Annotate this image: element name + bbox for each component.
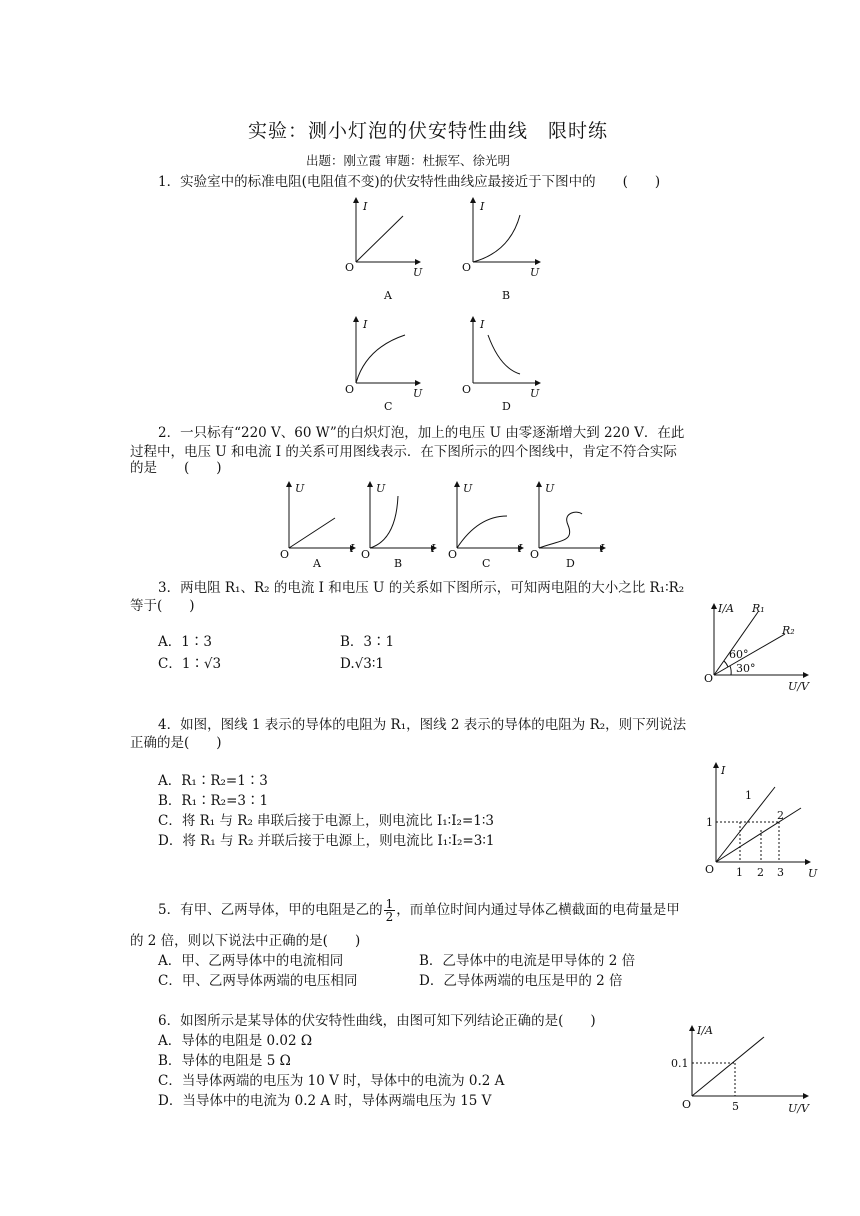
q4-axis-x-label: U [808, 867, 818, 880]
q1-c-axis-y-label: I [363, 318, 368, 331]
q2-c-axis-y-label: U [463, 482, 473, 495]
q6-iv-line [692, 1037, 764, 1096]
q3-r1-label: R₁ [752, 602, 765, 615]
authors-line: 出题：刚立霞 审题：杜振军、徐光明 [306, 153, 510, 168]
q6-option-c: C．当导体两端的电压为 10 V 时，导体中的电流为 0.2 A [158, 1073, 505, 1089]
q5-frac-den: 2 [385, 910, 394, 924]
q3-origin: O [704, 672, 714, 685]
q2-d-axis-y-label: U [545, 482, 555, 495]
q2-line3: 的是 ( ) [130, 460, 222, 476]
q3-angle-30: 30° [736, 662, 756, 675]
q5-option-b: B．乙导体中的电流是甲导体的 2 倍 [419, 953, 636, 969]
q2-line1: 2．一只标有“220 V、60 W”的白炽灯泡，加上的电压 U 由零逐渐增大到 220 V．在此 [158, 425, 685, 441]
q4-x-tick-3: 3 [777, 866, 784, 879]
q2-label-d: D [566, 557, 575, 570]
q1-b-axis-x-label: U [530, 266, 540, 279]
q1-a-axis-y-label: I [363, 200, 368, 213]
q2-a-axis-x-label: I [350, 542, 355, 555]
q2-label-c: C [482, 557, 491, 570]
q3-line2: 等于( ) [130, 598, 195, 614]
q1-d-axis-y-label: I [480, 318, 485, 331]
q2-a-axis-y-label: U [295, 482, 305, 495]
q1-c-axis-x-label: U [413, 387, 423, 400]
q4-axis-y-label: I [721, 764, 726, 777]
q2-c-origin: O [448, 548, 458, 561]
q2-d-origin: O [530, 548, 540, 561]
q6-y-tick: 0.1 [671, 1057, 689, 1070]
q3-option-a: A．1∶3 [158, 634, 212, 650]
q4-origin: O [705, 863, 715, 876]
q1-label-b: B [502, 289, 511, 302]
q1-label-d: D [502, 400, 511, 413]
q4-x-tick-1: 1 [736, 866, 743, 879]
q3-axis-x-label: U/V [788, 680, 809, 693]
q6-option-a: A．导体的电阻是 0.02 Ω [158, 1033, 313, 1049]
q4-line2: 正确的是( ) [130, 735, 222, 751]
q5-line2: 的 2 倍，则以下说法中正确的是( ) [130, 933, 361, 949]
q6-line1: 6．如图所示是某导体的伏安特性曲线，由图可知下列结论正确的是( ) [158, 1013, 596, 1029]
page-title: 实验：测小灯泡的伏安特性曲线 限时练 [248, 120, 609, 142]
q1-label-c: C [384, 400, 393, 413]
q5-line1-post: ，而单位时间内通过导体乙横截面的电荷量是甲 [396, 902, 680, 918]
q1-a-origin: O [345, 261, 355, 274]
q3-angle-60: 60° [729, 648, 749, 661]
q2-label-b: B [394, 557, 403, 570]
q3-axis-y-label: I/A [718, 602, 734, 615]
q6-option-d: D．当导体中的电流为 0.2 A 时，导体两端电压为 15 V [158, 1093, 492, 1109]
q1-text: 1．实验室中的标准电阻(电阻值不变)的伏安特性曲线应最接近于下图中的 ( ) [158, 174, 661, 190]
q2-b-axis-y-label: U [376, 482, 386, 495]
q3-line1: 3．两电阻 R₁、R₂ 的电流 I 和电压 U 的关系如下图所示，可知两电阻的大小之比 R₁∶R₂ [158, 580, 685, 596]
q5-option-a: A．甲、乙两导体中的电流相同 [158, 953, 344, 969]
q5-frac-num: 1 [385, 897, 394, 911]
q4-option-b: B．R₁∶R₂=3∶1 [158, 793, 269, 809]
q2-b-origin: O [361, 548, 371, 561]
q5-line1-pre: 5．有甲、乙两导体，甲的电阻是乙的 [158, 902, 383, 918]
q4-line1-label: 1 [745, 789, 752, 802]
q2-b-axis-x-label: I [431, 542, 436, 555]
q4-y-tick-1: 1 [706, 816, 713, 829]
q5-option-d: D．乙导体两端的电压是甲的 2 倍 [419, 973, 623, 989]
q4-option-d: D．将 R₁ 与 R₂ 并联后接于电源上，则电流比 I₁∶I₂=3∶1 [158, 833, 495, 849]
q2-label-a: A [313, 557, 321, 570]
q1-a-axis-x-label: U [413, 266, 423, 279]
q1-b-axis-y-label: I [480, 200, 485, 213]
q1-d-origin: O [462, 383, 472, 396]
q4-x-tick-2: 2 [757, 866, 764, 879]
q1-c-origin: O [345, 383, 355, 396]
q1-label-a: A [384, 289, 392, 302]
q2-d-axis-x-label: I [600, 542, 605, 555]
q2-c-axis-x-label: I [518, 542, 523, 555]
q5-option-c: C．甲、乙两导体两端的电压相同 [158, 973, 358, 989]
q4-option-a: A．R₁∶R₂=1∶3 [158, 773, 268, 789]
q3-option-d: D.√3∶1 [340, 656, 384, 672]
q6-axis-x-label: U/V [788, 1102, 809, 1115]
q4-option-c: C．将 R₁ 与 R₂ 串联后接于电源上，则电流比 I₁∶I₂=1∶3 [158, 813, 494, 829]
q3-r2-label: R₂ [782, 624, 795, 637]
q4-line2-label: 2 [777, 809, 784, 822]
q3-option-c: C．1∶√3 [158, 656, 222, 672]
q6-axis-y-label: I/A [697, 1024, 713, 1037]
q1-d-axis-x-label: U [530, 387, 540, 400]
q4-line1: 4．如图，图线 1 表示的导体的电阻为 R₁，图线 2 表示的导体的电阻为 R₂，则下列说法 [158, 717, 687, 733]
q3-option-b: B．3∶1 [340, 634, 395, 650]
q6-origin: O [682, 1098, 692, 1111]
q2-a-origin: O [280, 548, 290, 561]
q2-line2: 过程中，电压 U 和电流 I 的关系可用图线表示．在下图所示的四个图线中，肯定不符合实际 [130, 444, 677, 460]
q6-option-b: B．导体的电阻是 5 Ω [158, 1053, 291, 1069]
q1-b-origin: O [462, 261, 472, 274]
q6-x-tick: 5 [732, 1100, 739, 1113]
